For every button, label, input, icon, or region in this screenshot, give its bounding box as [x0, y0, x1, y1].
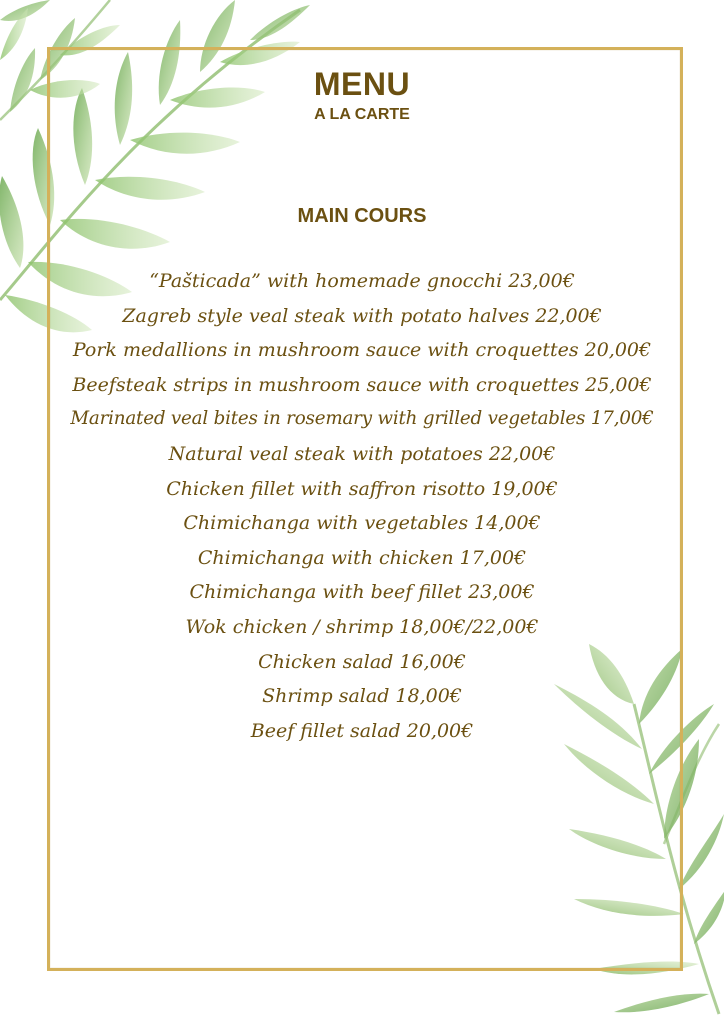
menu-item: Wok chicken / shrimp 18,00€/22,00€ [185, 615, 539, 638]
menu-item: Chicken fillet with saffron risotto 19,00€ [166, 477, 558, 500]
menu-item: Chimichanga with chicken 17,00€ [197, 546, 527, 569]
menu-item: Zagreb style veal steak with potato halves 22,00€ [122, 304, 602, 327]
menu-item: Chimichanga with vegetables 14,00€ [183, 512, 541, 535]
menu-subtitle: A LA CARTE [314, 106, 410, 123]
menu-item: Beefsteak strips in mushroom sauce with croquettes 25,00€ [72, 373, 652, 396]
menu-item: Chicken salad 16,00€ [258, 650, 466, 673]
menu-item: Marinated veal bites in rosemary with grilled vegetables 17,00€ [70, 408, 654, 430]
menu-item: Beef fillet salad 20,00€ [250, 719, 474, 742]
menu-item: Natural veal steak with potatoes 22,00€ [168, 442, 556, 465]
menu-item: Chimichanga with beef fillet 23,00€ [189, 581, 535, 604]
menu-item: Shrimp salad 18,00€ [262, 685, 462, 708]
menu-item: “Pašticada” with homemade gnocchi 23,00€ [149, 270, 575, 292]
menu-title: MENU [313, 66, 411, 102]
section-title: MAIN COURS [297, 205, 427, 227]
menu-list [20, 264, 704, 748]
menu-item: Pork medallions in mushroom sauce with croquettes 20,00€ [72, 339, 652, 362]
